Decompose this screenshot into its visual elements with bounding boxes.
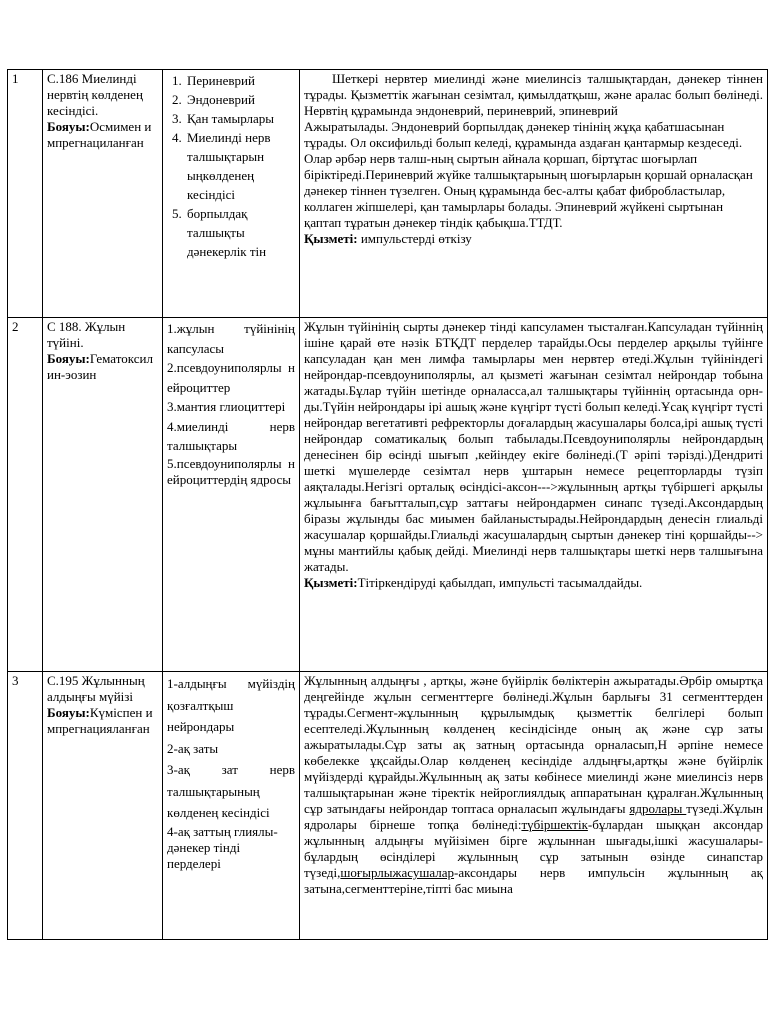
stain-value: Күміспен импрегнацияланған bbox=[47, 705, 153, 736]
description-part: түзеді.Жұлын ядролары бірнеше топқа бөлінеді: bbox=[304, 801, 763, 832]
description-text: Шеткері нервтер миелинді және миелинсіз талшықтардан, дәнекер тіннен тұрады. Қызметтік жағынан сезімтал, қимылдатқыш, және аралас болып бөлінеді. Нервтің құрамында эндоневрий, периневрий, эпиневрий bbox=[304, 71, 763, 118]
stain-label: Бояуы: bbox=[47, 705, 90, 720]
specimen-cell bbox=[43, 70, 163, 318]
description-underlined: ядролары bbox=[629, 801, 687, 816]
description-cell bbox=[300, 318, 768, 672]
specimen-cell bbox=[43, 318, 163, 672]
description-part: -аксондары нерв импульсін жұлынның ақ затына,сегменттеріне,тіпті бас миына bbox=[304, 865, 763, 896]
list-item: 1-алдыңғы мүйіздің қозғалтқыш нейрондары bbox=[167, 676, 295, 734]
specimen-title: С 188. Жұлын түйіні. bbox=[47, 319, 126, 350]
table-row bbox=[8, 672, 768, 940]
parts-list bbox=[167, 71, 295, 261]
function-line bbox=[304, 231, 763, 247]
stain-label: Бояуы: bbox=[47, 119, 90, 134]
list-item: 5.псевдоуниполярлы нейроциттердің ядросы bbox=[167, 455, 295, 487]
stain-label: Бояуы: bbox=[47, 351, 90, 366]
description-text bbox=[304, 673, 763, 897]
description-cell bbox=[300, 672, 768, 940]
parts-cell bbox=[163, 672, 300, 940]
stain-value: Гематоксилин-эозин bbox=[47, 351, 153, 382]
stain-line bbox=[47, 119, 158, 151]
stain-line bbox=[47, 705, 158, 737]
list-item: 4. Миелинді нерв талшықтарын ыңкөлденең кесіндісі bbox=[185, 128, 295, 204]
table-row bbox=[8, 70, 768, 318]
function-label: Қызметі: bbox=[304, 231, 358, 246]
function-value: импульстерді өткізу bbox=[357, 231, 472, 246]
list-item: 4.миелинді нерв талшықтары bbox=[167, 418, 295, 453]
function-line bbox=[304, 575, 763, 591]
description-text: Ажыратылады. Эндоневрий борпылдақ дәнекер тінінің жұқа қабатшасынан тұрады. Ол оксифильді болып келеді, құрамында аздаған қантармыр кездеседі. Олар әрбәр нерв талш-ның сыртын айнала қоршап, біртұтас шоғырлап біріктіреді.Периневрий жүйке талшықтарының шоғырларын қоршай орналасқан дәнекер тіннен түзелген. Оның құрамында бес-алты қабат фибробластылар, коллаген жіпшелері, қан тамырлары болады. Эпиневрий жүйкені сыртынан қаптап тұратын дәнекер тіндік қабықша.ТТДТ. bbox=[304, 119, 753, 230]
histology-table bbox=[7, 69, 768, 940]
row-number: 1 bbox=[8, 70, 43, 318]
parts-cell bbox=[163, 70, 300, 318]
parts-cell bbox=[163, 318, 300, 672]
description-part: -бұлардан шыққан аксондар жұлынның алдыңғы мүйізімен бірге жұлыннан шығады,ішкі жасушалары-бұлардың өсінділері жұлынның сұр затынын өзінде синапстар түзеді, bbox=[304, 817, 763, 880]
table-row bbox=[8, 318, 768, 672]
list-item: 2-ақ заты bbox=[167, 740, 219, 756]
list-item: 1. Периневрий bbox=[185, 71, 295, 90]
list-item: 5. борпылдақ талшықты дәнекерлік тін bbox=[185, 204, 295, 261]
description-text: Жұлын түйінінің сырты дәнекер тінді капсуламен тысталған.Капсуладан түйіннің ішіне қарай өте нәзік БТҚДТ перделер тарайды.Осы перделер арқылы түйінге капсуладан қан мен лимфа тамырлары мен нервтер өтеді.Жұлын түйініндегі нейрондар-псевдоуниполярлы, ал қызметі жағынан сезімтал нейрондар тобына жатады.Бұлар түйін шетінде орналасса,ал талшықтары түйіннің ортасында орн-ды.Түйін нейрондары ірі ашық және күңгірт түсті болып келеді.Ұсақ күңгірт түсті нейрондар вегетативті рефректорлы доғалардың жасушалары болса,ірі ашық түсті нейрондар соматикалық болып табылады.Псевдоуниполярлы нейрондардың денесінен бір өсінді шығып ,кейіндеу екіге бөлінеді.(Т әріпі тәрізді.)Дендриті шеткі мүшелерде сезімтал нерв ұштарын немесе рецепторларды түзіп аяқталады.Негізгі орталық өсіндісі-аксон--->жұлынның артқы түбіршегі арқылы жұлыынға бағытталып,сұр заттағы нейрондармен синапс түзеді.Аксондардың біразы жұлынды бас миымен байланыстырады.Нейрондардың денесін глиальді жасушалар қоршайды.Глиальді жасушалардың сыртын дәнекер тіні қоршайды--> мұны мантийлы қабық дейді. Миелинді нерв талшықтары шеткі нерв талшығына жатады. bbox=[304, 319, 763, 574]
list-item: 2. Эндоневрий bbox=[185, 90, 295, 109]
description-underlined: шоғырлыжасушалар bbox=[340, 865, 455, 880]
function-label: Қызметі: bbox=[304, 575, 358, 590]
list-item: 2.псевдоуниполярлы нейроциттер bbox=[167, 360, 295, 395]
stain-line bbox=[47, 351, 158, 383]
list-item: 3.мантия глиоциттері bbox=[167, 399, 286, 414]
list-item: 3-ақ зат нерв талшықтарының көлденең кесіндісі bbox=[167, 762, 295, 820]
list-item: 1.жұлын түйінінің капсуласы bbox=[167, 321, 295, 356]
function-value: Тітіркендіруді қабылдап, импульсті тасымалдайды. bbox=[357, 575, 643, 590]
list-item: 3. Қан тамырлары bbox=[185, 109, 295, 128]
list-item: 4-ақ заттың глиялы-дәнекер тінді перделері bbox=[167, 823, 278, 871]
description-underlined: түбіршектік bbox=[521, 817, 588, 832]
specimen-cell bbox=[43, 672, 163, 940]
description-part: Жұлынның алдыңғы , артқы, және бүйірлік бөліктерін ажыратады.Әрбір омыртқа деңгейінде жұлын сегменттерге бөлінеді.Жұлын барлығы 31 сегменттерден тұрады.Сегмент-жұлынның құрылымдық қызметтік белгілері болып есептеледі.Жұлынның көлденең кесіндісінде оның ақ және сұр заты ажыратылады.Сұр заты ақ затның ортасында орналасып,Н әрпіне немесе көбелекке ұқсайды.Олар көлденең кесіндіде алдыңғы,артқы және бүйірлік мүйіздерді құрайды.Жұлынның ақ заты көбінесе миелинді және миелинсіз нерв талшықтарынан және тіректік нейроглиялдық аппаратынан құралған.Жұлынның сұр затындағы нейрондар топтаса орналасып жұлындағы bbox=[304, 673, 763, 816]
description-cell bbox=[300, 70, 768, 318]
specimen-title: С.195 Жұлынның алдыңғы мүйізі bbox=[47, 673, 145, 704]
specimen-title: С.186 Миелинді нервтің көлденең кесіндісі. bbox=[47, 71, 143, 118]
row-number: 2 bbox=[8, 318, 43, 672]
row-number: 3 bbox=[8, 672, 43, 940]
stain-value: Осмимен импрегнациланған bbox=[47, 119, 152, 150]
